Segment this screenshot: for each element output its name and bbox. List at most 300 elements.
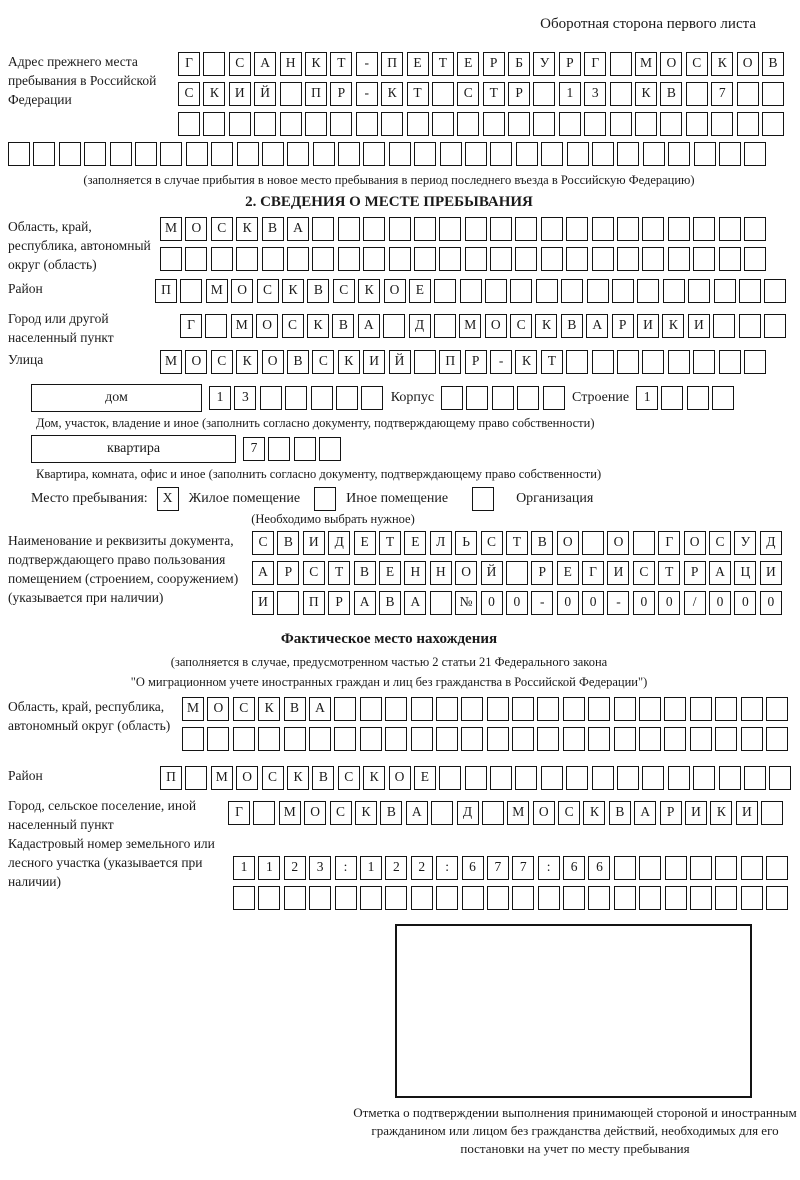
- char-box[interactable]: О: [533, 801, 555, 825]
- char-box[interactable]: С: [558, 801, 580, 825]
- char-box[interactable]: А: [634, 801, 656, 825]
- char-box[interactable]: [563, 727, 585, 751]
- char-box[interactable]: [280, 82, 302, 106]
- char-box[interactable]: [389, 142, 411, 166]
- char-box[interactable]: 2: [385, 856, 407, 880]
- char-box[interactable]: Р: [660, 801, 682, 825]
- char-box[interactable]: М: [507, 801, 529, 825]
- char-box[interactable]: К: [203, 82, 225, 106]
- char-box[interactable]: С: [709, 531, 731, 555]
- char-box[interactable]: [260, 386, 282, 410]
- char-box[interactable]: 0: [760, 591, 782, 615]
- char-box[interactable]: [233, 727, 255, 751]
- char-box[interactable]: [769, 766, 791, 790]
- char-box[interactable]: В: [762, 52, 784, 76]
- char-box[interactable]: [360, 697, 382, 721]
- char-box[interactable]: [430, 591, 452, 615]
- char-box[interactable]: [305, 112, 327, 136]
- char-box[interactable]: И: [363, 350, 385, 374]
- char-box[interactable]: [537, 697, 559, 721]
- char-box[interactable]: 6: [588, 856, 610, 880]
- char-box[interactable]: [309, 886, 331, 910]
- char-box[interactable]: Т: [330, 52, 352, 76]
- char-box[interactable]: [588, 886, 610, 910]
- char-box[interactable]: В: [277, 531, 299, 555]
- char-box[interactable]: Р: [328, 591, 350, 615]
- char-box[interactable]: [383, 314, 405, 338]
- char-box[interactable]: Р: [559, 52, 581, 76]
- char-box[interactable]: Т: [328, 561, 350, 585]
- char-box[interactable]: 6: [563, 856, 585, 880]
- char-box[interactable]: Т: [506, 531, 528, 555]
- char-box[interactable]: С: [330, 801, 352, 825]
- char-box[interactable]: [236, 247, 258, 271]
- char-box[interactable]: 7: [487, 856, 509, 880]
- char-box[interactable]: [135, 142, 157, 166]
- char-box[interactable]: О: [455, 561, 477, 585]
- char-box[interactable]: [285, 386, 307, 410]
- char-box[interactable]: О: [185, 350, 207, 374]
- char-box[interactable]: [563, 697, 585, 721]
- char-box[interactable]: Р: [531, 561, 553, 585]
- char-box[interactable]: [512, 697, 534, 721]
- char-box[interactable]: [334, 697, 356, 721]
- char-box[interactable]: [180, 279, 202, 303]
- char-box[interactable]: [715, 886, 737, 910]
- char-box[interactable]: [592, 350, 614, 374]
- char-box[interactable]: [538, 886, 560, 910]
- char-box[interactable]: [431, 801, 453, 825]
- char-box[interactable]: [543, 386, 565, 410]
- char-box[interactable]: К: [282, 279, 304, 303]
- char-box[interactable]: А: [406, 801, 428, 825]
- char-box[interactable]: К: [236, 350, 258, 374]
- char-box[interactable]: [237, 142, 259, 166]
- char-box[interactable]: К: [635, 82, 657, 106]
- char-box[interactable]: О: [256, 314, 278, 338]
- char-box[interactable]: [764, 314, 786, 338]
- char-box[interactable]: 1: [636, 386, 658, 410]
- char-box[interactable]: [485, 279, 507, 303]
- char-box[interactable]: [110, 142, 132, 166]
- char-box[interactable]: [515, 766, 537, 790]
- char-box[interactable]: [592, 217, 614, 241]
- char-box[interactable]: [739, 314, 761, 338]
- char-box[interactable]: [614, 856, 636, 880]
- char-box[interactable]: Р: [330, 82, 352, 106]
- char-box[interactable]: [466, 386, 488, 410]
- char-box[interactable]: В: [312, 766, 334, 790]
- char-box[interactable]: [360, 886, 382, 910]
- char-box[interactable]: Т: [407, 82, 429, 106]
- char-box[interactable]: [690, 727, 712, 751]
- char-box[interactable]: И: [685, 801, 707, 825]
- char-box[interactable]: [436, 727, 458, 751]
- char-box[interactable]: В: [262, 217, 284, 241]
- char-box[interactable]: М: [182, 697, 204, 721]
- char-box[interactable]: [211, 247, 233, 271]
- char-box[interactable]: :: [335, 856, 357, 880]
- char-box[interactable]: [660, 112, 682, 136]
- char-box[interactable]: [665, 856, 687, 880]
- char-box[interactable]: [381, 112, 403, 136]
- char-box[interactable]: С: [510, 314, 532, 338]
- char-box[interactable]: [253, 801, 275, 825]
- char-box[interactable]: [160, 247, 182, 271]
- char-box[interactable]: Б: [508, 52, 530, 76]
- char-box[interactable]: [185, 766, 207, 790]
- char-box[interactable]: Р: [612, 314, 634, 338]
- char-box[interactable]: В: [380, 801, 402, 825]
- char-box[interactable]: К: [515, 350, 537, 374]
- char-box[interactable]: [515, 217, 537, 241]
- char-box[interactable]: Ь: [455, 531, 477, 555]
- char-box[interactable]: [186, 142, 208, 166]
- char-box[interactable]: [744, 766, 766, 790]
- char-box[interactable]: Е: [407, 52, 429, 76]
- char-box[interactable]: [643, 142, 665, 166]
- char-box[interactable]: [761, 801, 783, 825]
- char-box[interactable]: Т: [432, 52, 454, 76]
- char-box[interactable]: 6: [462, 856, 484, 880]
- char-box[interactable]: [465, 217, 487, 241]
- char-box[interactable]: [229, 112, 251, 136]
- char-box[interactable]: Н: [280, 52, 302, 76]
- char-box[interactable]: О: [262, 350, 284, 374]
- char-box[interactable]: Й: [254, 82, 276, 106]
- char-box[interactable]: [487, 697, 509, 721]
- char-box[interactable]: [207, 727, 229, 751]
- char-box[interactable]: [414, 217, 436, 241]
- char-box[interactable]: В: [332, 314, 354, 338]
- char-box[interactable]: [711, 112, 733, 136]
- char-box[interactable]: К: [287, 766, 309, 790]
- char-box[interactable]: [492, 386, 514, 410]
- char-box[interactable]: С: [233, 697, 255, 721]
- char-box[interactable]: [465, 142, 487, 166]
- char-box[interactable]: [639, 856, 661, 880]
- char-box[interactable]: 0: [582, 591, 604, 615]
- char-box[interactable]: [762, 112, 784, 136]
- char-box[interactable]: А: [309, 697, 331, 721]
- char-box[interactable]: [588, 727, 610, 751]
- char-box[interactable]: О: [389, 766, 411, 790]
- char-box[interactable]: К: [358, 279, 380, 303]
- char-box[interactable]: [363, 247, 385, 271]
- char-box[interactable]: [561, 279, 583, 303]
- char-box[interactable]: [436, 886, 458, 910]
- char-box[interactable]: В: [284, 697, 306, 721]
- char-box[interactable]: М: [211, 766, 233, 790]
- char-box[interactable]: [411, 886, 433, 910]
- char-box[interactable]: К: [583, 801, 605, 825]
- char-box[interactable]: Е: [354, 531, 376, 555]
- char-box[interactable]: [203, 52, 225, 76]
- char-box[interactable]: [668, 766, 690, 790]
- char-box[interactable]: [686, 82, 708, 106]
- char-box[interactable]: Р: [465, 350, 487, 374]
- char-box[interactable]: 0: [658, 591, 680, 615]
- char-box[interactable]: [712, 386, 734, 410]
- char-box[interactable]: [741, 886, 763, 910]
- char-box[interactable]: [287, 247, 309, 271]
- char-box[interactable]: [668, 142, 690, 166]
- char-box[interactable]: [642, 766, 664, 790]
- char-box[interactable]: [205, 314, 227, 338]
- char-box[interactable]: О: [185, 217, 207, 241]
- char-box[interactable]: 3: [234, 386, 256, 410]
- char-box[interactable]: [536, 279, 558, 303]
- char-box[interactable]: [284, 886, 306, 910]
- char-box[interactable]: 0: [709, 591, 731, 615]
- char-box[interactable]: [432, 82, 454, 106]
- char-box[interactable]: [642, 350, 664, 374]
- char-box[interactable]: С: [457, 82, 479, 106]
- char-box[interactable]: [287, 142, 309, 166]
- char-box[interactable]: 2: [411, 856, 433, 880]
- char-box[interactable]: [690, 856, 712, 880]
- char-box[interactable]: [719, 247, 741, 271]
- char-box[interactable]: [461, 727, 483, 751]
- char-box[interactable]: О: [304, 801, 326, 825]
- char-box[interactable]: К: [307, 314, 329, 338]
- char-box[interactable]: [617, 766, 639, 790]
- char-box[interactable]: [537, 727, 559, 751]
- char-box[interactable]: [8, 142, 30, 166]
- char-box[interactable]: [541, 142, 563, 166]
- char-box[interactable]: [587, 279, 609, 303]
- char-box[interactable]: [312, 217, 334, 241]
- char-box[interactable]: [414, 142, 436, 166]
- char-box[interactable]: П: [160, 766, 182, 790]
- char-box[interactable]: В: [354, 561, 376, 585]
- char-box[interactable]: [737, 112, 759, 136]
- char-box[interactable]: [668, 350, 690, 374]
- char-box[interactable]: О: [557, 531, 579, 555]
- char-box[interactable]: [533, 112, 555, 136]
- char-box[interactable]: М: [160, 217, 182, 241]
- char-box[interactable]: [739, 279, 761, 303]
- char-box[interactable]: С: [303, 561, 325, 585]
- char-box[interactable]: [592, 247, 614, 271]
- char-box[interactable]: [610, 112, 632, 136]
- char-box[interactable]: [694, 142, 716, 166]
- char-box[interactable]: [411, 697, 433, 721]
- char-box[interactable]: 1: [209, 386, 231, 410]
- char-box[interactable]: [407, 112, 429, 136]
- char-box[interactable]: [439, 766, 461, 790]
- char-box[interactable]: [338, 247, 360, 271]
- char-box[interactable]: [617, 142, 639, 166]
- char-box[interactable]: [294, 437, 316, 461]
- char-box[interactable]: [254, 112, 276, 136]
- checkbox-inoe[interactable]: [314, 487, 336, 511]
- char-box[interactable]: Е: [404, 531, 426, 555]
- char-box[interactable]: [336, 386, 358, 410]
- char-box[interactable]: [639, 697, 661, 721]
- char-box[interactable]: [457, 112, 479, 136]
- char-box[interactable]: [487, 727, 509, 751]
- char-box[interactable]: К: [236, 217, 258, 241]
- char-box[interactable]: У: [734, 531, 756, 555]
- char-box[interactable]: М: [279, 801, 301, 825]
- char-box[interactable]: [639, 727, 661, 751]
- char-box[interactable]: [487, 886, 509, 910]
- char-box[interactable]: [334, 727, 356, 751]
- char-box[interactable]: [338, 142, 360, 166]
- char-box[interactable]: 1: [258, 856, 280, 880]
- char-box[interactable]: [584, 112, 606, 136]
- char-box[interactable]: 7: [512, 856, 534, 880]
- char-box[interactable]: И: [229, 82, 251, 106]
- char-box[interactable]: А: [709, 561, 731, 585]
- char-box[interactable]: Г: [658, 531, 680, 555]
- checkbox-organizatsiya[interactable]: [472, 487, 494, 511]
- char-box[interactable]: [465, 766, 487, 790]
- char-box[interactable]: П: [439, 350, 461, 374]
- char-box[interactable]: [719, 217, 741, 241]
- char-box[interactable]: 1: [233, 856, 255, 880]
- char-box[interactable]: Е: [557, 561, 579, 585]
- char-box[interactable]: [764, 279, 786, 303]
- char-box[interactable]: [439, 217, 461, 241]
- char-box[interactable]: [582, 531, 604, 555]
- char-box[interactable]: [512, 886, 534, 910]
- char-box[interactable]: С: [312, 350, 334, 374]
- char-box[interactable]: [389, 217, 411, 241]
- char-box[interactable]: В: [660, 82, 682, 106]
- char-box[interactable]: [563, 886, 585, 910]
- char-box[interactable]: [33, 142, 55, 166]
- char-box[interactable]: К: [710, 801, 732, 825]
- char-box[interactable]: [766, 856, 788, 880]
- char-box[interactable]: [566, 217, 588, 241]
- char-box[interactable]: [385, 886, 407, 910]
- char-box[interactable]: [744, 247, 766, 271]
- char-box[interactable]: [744, 350, 766, 374]
- char-box[interactable]: Р: [277, 561, 299, 585]
- char-box[interactable]: А: [358, 314, 380, 338]
- char-box[interactable]: 1: [360, 856, 382, 880]
- char-box[interactable]: [592, 766, 614, 790]
- char-box[interactable]: [744, 142, 766, 166]
- char-box[interactable]: Д: [760, 531, 782, 555]
- char-box[interactable]: [160, 142, 182, 166]
- char-box[interactable]: 0: [734, 591, 756, 615]
- char-box[interactable]: [268, 437, 290, 461]
- char-box[interactable]: [313, 142, 335, 166]
- char-box[interactable]: [482, 801, 504, 825]
- char-box[interactable]: -: [356, 52, 378, 76]
- char-box[interactable]: [693, 247, 715, 271]
- char-box[interactable]: С: [633, 561, 655, 585]
- char-box[interactable]: [566, 247, 588, 271]
- char-box[interactable]: [617, 217, 639, 241]
- char-box[interactable]: Т: [658, 561, 680, 585]
- char-box[interactable]: [311, 386, 333, 410]
- char-box[interactable]: [664, 727, 686, 751]
- char-box[interactable]: О: [231, 279, 253, 303]
- char-box[interactable]: [715, 856, 737, 880]
- char-box[interactable]: [664, 697, 686, 721]
- char-box[interactable]: Р: [684, 561, 706, 585]
- char-box[interactable]: [460, 279, 482, 303]
- char-box[interactable]: С: [211, 350, 233, 374]
- char-box[interactable]: [715, 697, 737, 721]
- char-box[interactable]: [182, 727, 204, 751]
- char-box[interactable]: [686, 112, 708, 136]
- char-box[interactable]: О: [207, 697, 229, 721]
- char-box[interactable]: В: [609, 801, 631, 825]
- char-box[interactable]: [436, 697, 458, 721]
- char-box[interactable]: В: [561, 314, 583, 338]
- char-box[interactable]: [617, 350, 639, 374]
- char-box[interactable]: Т: [541, 350, 563, 374]
- char-box[interactable]: :: [538, 856, 560, 880]
- char-box[interactable]: О: [737, 52, 759, 76]
- char-box[interactable]: [688, 279, 710, 303]
- char-box[interactable]: И: [637, 314, 659, 338]
- char-box[interactable]: [693, 217, 715, 241]
- char-box[interactable]: [690, 886, 712, 910]
- char-box[interactable]: С: [178, 82, 200, 106]
- char-box[interactable]: [59, 142, 81, 166]
- char-box[interactable]: [566, 766, 588, 790]
- char-box[interactable]: Е: [409, 279, 431, 303]
- char-box[interactable]: [506, 561, 528, 585]
- char-box[interactable]: [440, 142, 462, 166]
- char-box[interactable]: [719, 350, 741, 374]
- char-box[interactable]: С: [481, 531, 503, 555]
- char-box[interactable]: [737, 82, 759, 106]
- char-box[interactable]: О: [384, 279, 406, 303]
- char-box[interactable]: С: [229, 52, 251, 76]
- char-box[interactable]: [635, 112, 657, 136]
- char-box[interactable]: [258, 727, 280, 751]
- char-box[interactable]: /: [684, 591, 706, 615]
- char-box[interactable]: [284, 727, 306, 751]
- char-box[interactable]: [741, 856, 763, 880]
- char-box[interactable]: [614, 727, 636, 751]
- char-box[interactable]: [483, 112, 505, 136]
- char-box[interactable]: К: [711, 52, 733, 76]
- char-box[interactable]: П: [303, 591, 325, 615]
- char-box[interactable]: [744, 217, 766, 241]
- char-box[interactable]: П: [155, 279, 177, 303]
- char-box[interactable]: [461, 697, 483, 721]
- char-box[interactable]: [360, 727, 382, 751]
- char-box[interactable]: П: [381, 52, 403, 76]
- char-box[interactable]: 0: [633, 591, 655, 615]
- char-box[interactable]: Г: [178, 52, 200, 76]
- char-box[interactable]: [639, 886, 661, 910]
- char-box[interactable]: С: [333, 279, 355, 303]
- char-box[interactable]: [588, 697, 610, 721]
- char-box[interactable]: С: [338, 766, 360, 790]
- char-box[interactable]: [512, 727, 534, 751]
- char-box[interactable]: Г: [180, 314, 202, 338]
- char-box[interactable]: И: [760, 561, 782, 585]
- char-box[interactable]: Д: [328, 531, 350, 555]
- char-box[interactable]: А: [287, 217, 309, 241]
- char-box[interactable]: [610, 82, 632, 106]
- char-box[interactable]: К: [355, 801, 377, 825]
- char-box[interactable]: [508, 112, 530, 136]
- char-box[interactable]: [389, 247, 411, 271]
- char-box[interactable]: -: [356, 82, 378, 106]
- char-box[interactable]: [713, 314, 735, 338]
- char-box[interactable]: [490, 766, 512, 790]
